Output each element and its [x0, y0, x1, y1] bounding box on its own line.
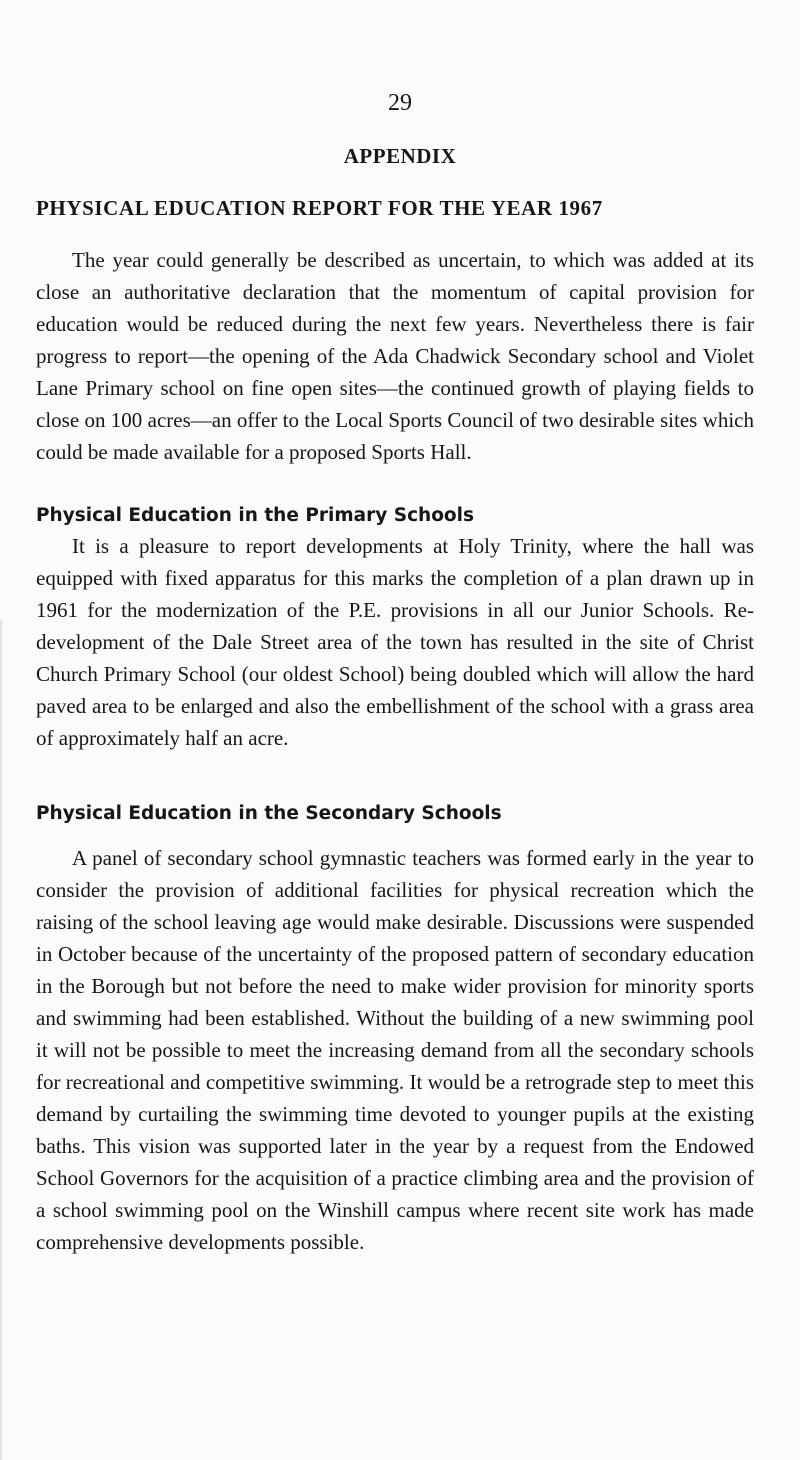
- report-title: PHYSICAL EDUCATION REPORT FOR THE YEAR 1967: [36, 196, 603, 220]
- primary-schools-heading: Physical Education in the Primary Schools: [36, 505, 474, 526]
- primary-schools-paragraph: It is a pleasure to report developments at Holy Trinity, where the hall was equipped with fixed apparatus for this marks the completion of a plan drawn up in 1961 for the modernization of the P.E. provisions in all our Junior Schools. Re-development of the Dale Street area of the town has resulted in the site of Christ Church Primary School (our oldest School) being doubled which will allow the hard paved area to be enlarged and also the embellishment of the school with a grass area of approximately half an acre.: [36, 534, 754, 750]
- page-number: 29: [388, 90, 412, 116]
- intro-paragraph: The year could generally be described as uncertain, to which was added at its close an authoritative declaration that the momentum of capital provision for education would be reduced during the next few years. Nevertheless there is fair progress to report—the opening of the Ada Chadwick Secondary school and Violet Lane Primary school on fine open sites—the continued growth of playing fields to close on 100 acres—an offer to the Local Sports Council of two desirable sites which could be made available for a proposed Sports Hall.: [36, 248, 754, 464]
- page-edge-shadow: [0, 620, 3, 1460]
- appendix-heading: APPENDIX: [343, 144, 457, 168]
- secondary-schools-heading: Physical Education in the Secondary Schools: [36, 803, 502, 824]
- secondary-schools-paragraph: A panel of secondary school gymnastic teachers was formed early in the year to consider the provision of additional facilities for physical recreation which the raising of the school leaving age would make desirable. Discussions were suspended in October because of the uncertainty of the proposed pattern of secondary education in the Borough but not before the need to make wider provision for minority sports and swimming had been established. Without the building of a new swimming pool it will not be possible to meet the increasing demand from all the secondary schools for recreational and competitive swimming. It would be a retrograde step to meet this demand by curtailing the swimming time devoted to younger pupils at the existing baths. This vision was supported later in the year by a request from the Endowed School Governors for the acquisition of a practice climbing area and the provision of a school swimming pool on the Winshill campus where recent site work has made comprehensive developments possible.: [36, 846, 754, 1254]
